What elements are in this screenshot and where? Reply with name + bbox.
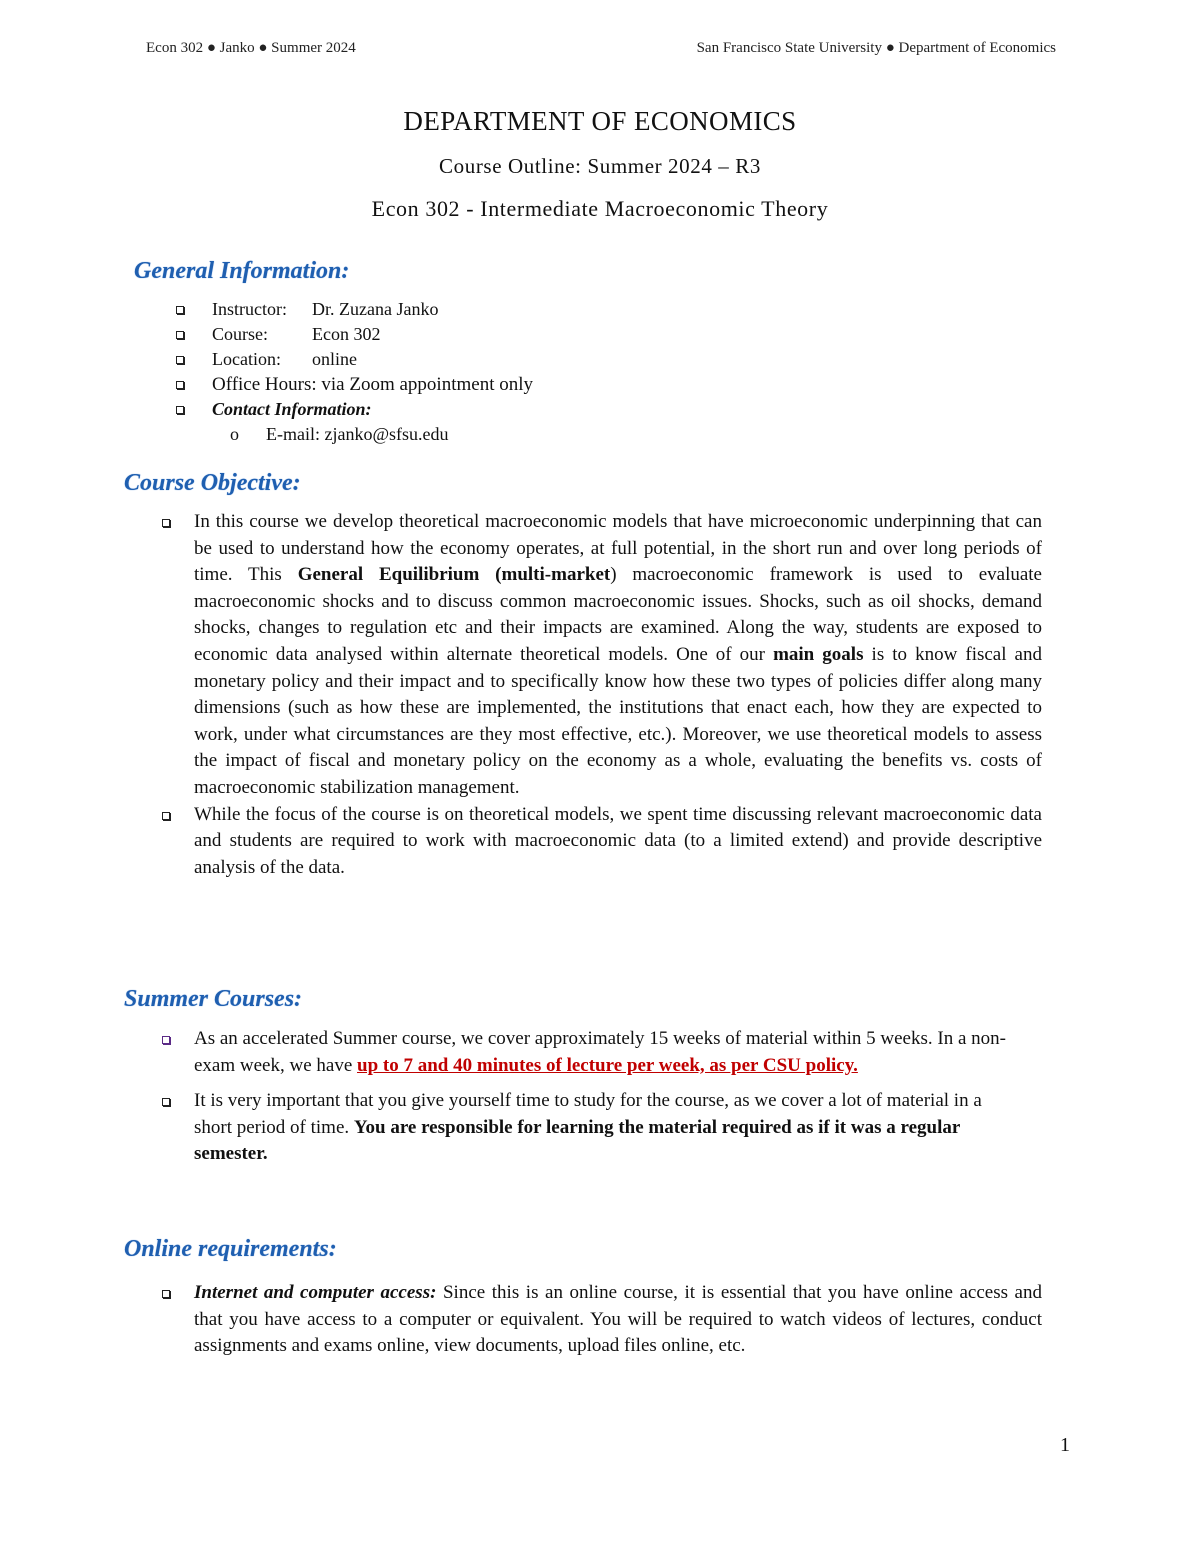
email-address: E-mail: zjanko@sfsu.edu — [266, 424, 449, 444]
course-objective-heading: Course Objective: — [124, 470, 301, 496]
general-equilibrium-bold: General Equilibrium (multi-market — [297, 564, 611, 586]
main-goals-bold: main goals — [773, 643, 864, 665]
office-hours: Office Hours: via Zoom appointment only — [212, 374, 534, 395]
list-item — [162, 802, 1042, 882]
checkbox-bullet-icon — [162, 1036, 170, 1044]
course-objective-list — [162, 509, 1042, 881]
summer-text: As an accelerated Summer course, we cover approximately 15 weeks of material within 5 weeks. In a non-exam week, we have — [194, 1028, 1006, 1076]
location-label: Location: — [212, 349, 281, 369]
department-title: DEPARTMENT OF ECONOMICS — [403, 106, 797, 136]
checkbox-bullet-icon — [176, 381, 184, 389]
list-item — [162, 1088, 1022, 1168]
summer-text: It is very important that you give yourself time to study for the course, as we cover a lot of material in a short period of time. — [194, 1090, 982, 1138]
checkbox-bullet-icon — [162, 812, 170, 820]
list-item — [162, 509, 1042, 802]
location-value: online — [312, 349, 357, 369]
online-text: Since this is an online course, it is essential that you have online access and that you have access to a computer or equivalent. You will be required to watch videos of lectures, conduct assignments and exams online, view documents, upload files online, etc. — [194, 1282, 1042, 1357]
header-university: San Francisco State University ● Department of Economics — [696, 40, 1056, 56]
course-label: Course: — [212, 324, 268, 344]
checkbox-bullet-icon — [176, 356, 184, 364]
page-number: 1 — [1060, 1434, 1070, 1456]
list-item — [162, 1026, 1022, 1079]
general-information-heading: General Information: — [134, 258, 350, 284]
header-course-info: Econ 302 ● Janko ● Summer 2024 — [146, 40, 356, 56]
list-item — [176, 297, 533, 322]
list-item — [176, 347, 533, 372]
general-information-list — [176, 297, 533, 447]
lecture-policy-highlight: up to 7 and 40 minutes of lecture per week, as per CSU policy. — [357, 1054, 858, 1076]
objective-text: In this course we develop theoretical macroeconomic models that have microeconomic underpinning that can be used to understand how the economy operates, at full potential, in the short run and over long periods of time. This — [194, 511, 1042, 586]
list-item — [176, 322, 533, 347]
contact-label: Contact Information: — [212, 399, 372, 419]
instructor-label: Instructor: — [212, 299, 287, 319]
objective-text: is to know fiscal and monetary policy and their impact and to specifically know how these two types of policies differ along many dimensions (such as how these are implemented, the institutions that enact each, how they are expected to work, under what circumstances are they most effective, etc.). Moreover, we use theoretical models to assess the impact of fiscal and monetary policy on the economy as a whole, evaluating the benefits vs. costs of macroeconomic stabilization management. — [194, 643, 1042, 798]
checkbox-bullet-icon — [176, 306, 184, 314]
objective-data-text: While the focus of the course is on theoretical models, we spent time discussing relevant macroeconomic data and students are required to work with macroeconomic data (to a limited extend) and provide descriptive analysis of the data. — [194, 803, 1042, 878]
list-item — [162, 1280, 1042, 1360]
checkbox-bullet-icon — [176, 331, 184, 339]
online-requirements-heading: Online requirements: — [124, 1236, 337, 1262]
objective-text: ) macroeconomic framework is used to evaluate macroeconomic shocks and to discuss common macroeconomic issues. Shocks, such as oil shocks, demand shocks, changes to regulation etc and their impacts are examined. Along the way, students are exposed to economic data analysed within alternate theoretical models. One of our — [194, 564, 1042, 665]
list-item — [176, 372, 533, 397]
list-item — [176, 397, 533, 422]
summer-courses-list — [162, 1026, 1022, 1168]
list-item — [176, 422, 533, 447]
online-requirements-list — [162, 1280, 1042, 1360]
checkbox-bullet-icon — [162, 519, 170, 527]
summer-courses-heading: Summer Courses: — [124, 986, 303, 1012]
course-value: Econ 302 — [312, 324, 381, 344]
outline-title: Course Outline: Summer 2024 – R3 — [439, 154, 761, 178]
checkbox-bullet-icon — [176, 406, 184, 414]
internet-access-label: Internet and computer access: — [194, 1282, 437, 1303]
checkbox-bullet-icon — [162, 1098, 170, 1106]
course-title: Econ 302 - Intermediate Macroeconomic Theory — [371, 196, 829, 221]
responsibility-bold: You are responsible for learning the material required as if it was a regular semester. — [194, 1116, 960, 1165]
checkbox-bullet-icon — [162, 1290, 170, 1298]
instructor-value: Dr. Zuzana Janko — [312, 299, 439, 319]
circle-bullet-icon: o — [230, 424, 239, 444]
